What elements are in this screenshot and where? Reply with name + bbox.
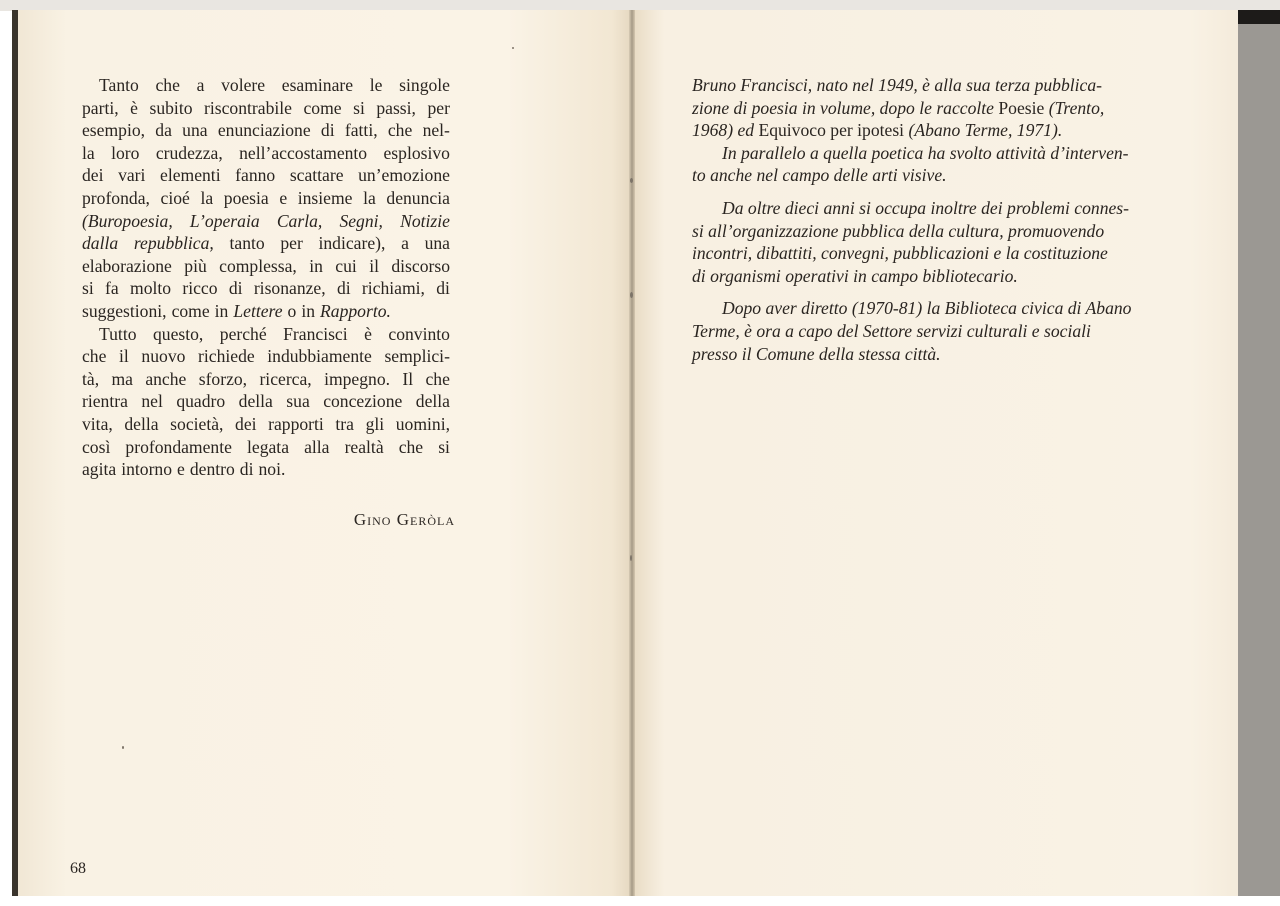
word: semplici- bbox=[384, 346, 450, 367]
word: risonanze, bbox=[253, 278, 326, 299]
word: la bbox=[82, 142, 95, 163]
text-run: incontri, dibattiti, convegni, pubblicazioni e la costituzione bbox=[692, 243, 1108, 264]
word: di bbox=[239, 459, 254, 480]
word: che bbox=[425, 368, 450, 389]
word: è bbox=[364, 323, 372, 344]
word: della bbox=[415, 391, 450, 412]
word: la bbox=[200, 187, 214, 208]
word: più bbox=[184, 255, 207, 276]
text-line bbox=[82, 390, 450, 413]
word: di bbox=[436, 278, 450, 299]
word: ricerca, bbox=[259, 368, 312, 389]
word: di bbox=[336, 278, 351, 299]
text-line bbox=[82, 413, 450, 436]
text-line bbox=[82, 74, 450, 97]
word: vari bbox=[118, 165, 146, 186]
word: rientra bbox=[82, 391, 128, 412]
word: molto bbox=[130, 278, 172, 299]
word: indicare), bbox=[318, 233, 386, 254]
word: uomini, bbox=[395, 413, 450, 434]
word: parti, bbox=[82, 97, 119, 118]
paper-speck bbox=[630, 555, 632, 561]
text-line bbox=[82, 97, 450, 120]
word: è bbox=[130, 97, 138, 118]
text-run: zione di poesia in volume, dopo le raccolte bbox=[692, 97, 999, 118]
word: profondamente bbox=[125, 436, 232, 457]
word: cui bbox=[335, 255, 357, 276]
word: crudezza, bbox=[155, 142, 223, 163]
word: e bbox=[177, 459, 185, 480]
word: subito bbox=[149, 97, 193, 118]
word: nel- bbox=[422, 120, 450, 141]
word: richiami, bbox=[361, 278, 425, 299]
word: le bbox=[369, 75, 383, 95]
word: il bbox=[369, 255, 379, 276]
word: si bbox=[438, 436, 450, 457]
text-line bbox=[82, 232, 450, 255]
word: il bbox=[119, 346, 129, 367]
word: la bbox=[363, 187, 376, 208]
word: o bbox=[287, 300, 297, 321]
word: profonda, bbox=[82, 187, 150, 208]
word: da bbox=[155, 120, 172, 141]
text-line bbox=[82, 119, 450, 142]
text-run: Da oltre dieci anni si occupa inoltre dei problemi connes- bbox=[722, 197, 1130, 218]
word: dalla bbox=[82, 233, 119, 254]
scan-border-right-dark bbox=[1238, 10, 1280, 24]
word: a bbox=[196, 75, 205, 95]
word: e bbox=[279, 187, 288, 208]
word: volere bbox=[221, 75, 266, 95]
word: un’emozione bbox=[358, 165, 450, 186]
word: Francisci bbox=[283, 323, 348, 344]
word: alla bbox=[304, 436, 330, 457]
word: questo, bbox=[152, 323, 204, 344]
word: sforzo, bbox=[198, 368, 248, 389]
word: come bbox=[171, 300, 210, 321]
book-title: Poesie bbox=[998, 97, 1045, 118]
word: dentro bbox=[189, 459, 235, 480]
word: concezione bbox=[323, 391, 403, 412]
word: per bbox=[427, 97, 450, 118]
word: una bbox=[424, 233, 450, 254]
book-gutter bbox=[629, 10, 635, 896]
paper-speck bbox=[512, 47, 514, 49]
text-line bbox=[82, 255, 450, 278]
paper-speck bbox=[122, 746, 124, 749]
word: come bbox=[303, 97, 342, 118]
word: perché bbox=[219, 323, 267, 344]
author-signature: Gino Geròla bbox=[353, 510, 455, 529]
word: che bbox=[398, 436, 424, 457]
word: passi, bbox=[376, 97, 416, 118]
text-run: presso il Comune della stessa città. bbox=[692, 343, 941, 364]
word: fatti, bbox=[344, 120, 378, 141]
left-page-text bbox=[82, 74, 450, 481]
word: tà, bbox=[82, 368, 100, 389]
word: fa bbox=[105, 278, 119, 299]
text-run: to anche nel campo delle arti visive. bbox=[692, 165, 947, 186]
word: ma bbox=[111, 368, 133, 389]
word: Rapporto. bbox=[320, 300, 391, 321]
word: richiede bbox=[198, 346, 255, 367]
word: si bbox=[82, 278, 94, 299]
word: realtà bbox=[344, 436, 384, 457]
bio-paragraph bbox=[692, 297, 1188, 365]
word: società, bbox=[170, 413, 224, 434]
paper-speck bbox=[630, 178, 633, 183]
text-line bbox=[82, 436, 450, 459]
text-run: (Trento, bbox=[1044, 97, 1105, 118]
paragraph-gap bbox=[692, 187, 1188, 197]
book-title: Equivoco per ipotesi bbox=[758, 120, 905, 141]
word: esempio, bbox=[82, 120, 146, 141]
bio-paragraph bbox=[692, 197, 1188, 287]
text-line bbox=[82, 277, 450, 300]
page-number: 68 bbox=[70, 860, 86, 877]
word: indubbiamente bbox=[267, 346, 372, 367]
word: suggestioni, bbox=[82, 300, 167, 321]
bio-paragraph bbox=[692, 74, 1188, 187]
word: della bbox=[238, 391, 273, 412]
word: complessa, bbox=[219, 255, 297, 276]
word: rapporti bbox=[268, 413, 324, 434]
word: Segni, bbox=[339, 210, 383, 231]
word: esplosivo bbox=[383, 142, 450, 163]
word: discorso bbox=[391, 255, 450, 276]
word: Tanto bbox=[99, 75, 139, 95]
word: che bbox=[387, 120, 413, 141]
word: fanno bbox=[235, 165, 276, 186]
scan-border-right bbox=[1238, 24, 1280, 896]
word: loro bbox=[111, 142, 140, 163]
word: enunciazione bbox=[217, 120, 311, 141]
word: per bbox=[280, 233, 303, 254]
word: repubblica, bbox=[133, 233, 214, 254]
word: poesia bbox=[223, 187, 269, 208]
word: così bbox=[82, 436, 111, 457]
word: nell’accostamento bbox=[239, 142, 368, 163]
text-run: di organismi operativi in campo bibliotecario. bbox=[692, 265, 1018, 286]
right-page-text bbox=[692, 74, 1188, 365]
word: Lettere bbox=[233, 300, 283, 321]
text-line bbox=[82, 187, 450, 210]
paragraph-gap bbox=[692, 287, 1188, 297]
word: di bbox=[320, 120, 335, 141]
word: ricco bbox=[182, 278, 218, 299]
word: a bbox=[401, 233, 409, 254]
word: tra bbox=[335, 413, 354, 434]
word: della bbox=[124, 413, 159, 434]
word: nel bbox=[141, 391, 163, 412]
word: esaminare bbox=[281, 75, 354, 95]
text-run: Bruno Francisci, nato nel 1949, è alla sua terza pubblica- bbox=[692, 75, 1102, 95]
word: dei bbox=[235, 413, 257, 434]
word: in bbox=[301, 300, 316, 321]
word: scattare bbox=[289, 165, 344, 186]
word: vita, bbox=[82, 413, 113, 434]
text-run: si all’organizzazione pubblica della cultura, promuovendo bbox=[692, 220, 1105, 241]
word: sua bbox=[286, 391, 310, 412]
word: intorno bbox=[121, 459, 173, 480]
word: insieme bbox=[297, 187, 353, 208]
word: che bbox=[82, 346, 107, 367]
text-run: 1968) ed bbox=[692, 120, 759, 141]
word: gli bbox=[365, 413, 385, 434]
word: legata bbox=[247, 436, 289, 457]
word: singole bbox=[399, 75, 450, 95]
paper-speck bbox=[630, 292, 633, 298]
word: impegno. bbox=[324, 368, 391, 389]
text-line bbox=[82, 142, 450, 165]
word: Il bbox=[402, 368, 414, 389]
text-run: Dopo aver diretto (1970-81) la Biblioteca civica di Abano bbox=[722, 298, 1132, 319]
text-line bbox=[82, 300, 450, 323]
book-left-edge bbox=[12, 10, 18, 896]
word: noi. bbox=[258, 459, 286, 480]
word: riscontrabile bbox=[204, 97, 292, 118]
text-line bbox=[82, 323, 450, 346]
word: Notizie bbox=[400, 210, 450, 231]
text-line bbox=[82, 164, 450, 187]
word: tanto bbox=[229, 233, 265, 254]
word: di bbox=[228, 278, 243, 299]
word: cioé bbox=[160, 187, 190, 208]
word: Tutto bbox=[99, 323, 137, 344]
word: (Buropoesia, bbox=[82, 210, 173, 231]
word: dei bbox=[82, 165, 104, 186]
word: si bbox=[353, 97, 365, 118]
word: agita bbox=[82, 459, 117, 480]
word: anche bbox=[145, 368, 187, 389]
text-line bbox=[82, 210, 450, 233]
text-run: Terme, è ora a capo del Settore servizi culturali e sociali bbox=[692, 320, 1091, 341]
word: in bbox=[214, 300, 229, 321]
text-run: In parallelo a quella poetica ha svolto attività d’interven- bbox=[722, 142, 1129, 163]
text-line bbox=[82, 368, 450, 391]
word: Carla, bbox=[276, 210, 323, 231]
word: quadro bbox=[176, 391, 226, 412]
word: denuncia bbox=[386, 187, 450, 208]
word: che bbox=[155, 75, 180, 95]
word: elaborazione bbox=[82, 255, 172, 276]
word: una bbox=[182, 120, 208, 141]
word: convinto bbox=[388, 323, 450, 344]
text-line bbox=[82, 345, 450, 368]
text-run: (Abano Terme, 1971). bbox=[904, 120, 1063, 141]
word: elementi bbox=[160, 165, 221, 186]
word: in bbox=[309, 255, 323, 276]
word: nuovo bbox=[141, 346, 186, 367]
word: L’operaia bbox=[189, 210, 260, 231]
text-line bbox=[82, 458, 450, 481]
